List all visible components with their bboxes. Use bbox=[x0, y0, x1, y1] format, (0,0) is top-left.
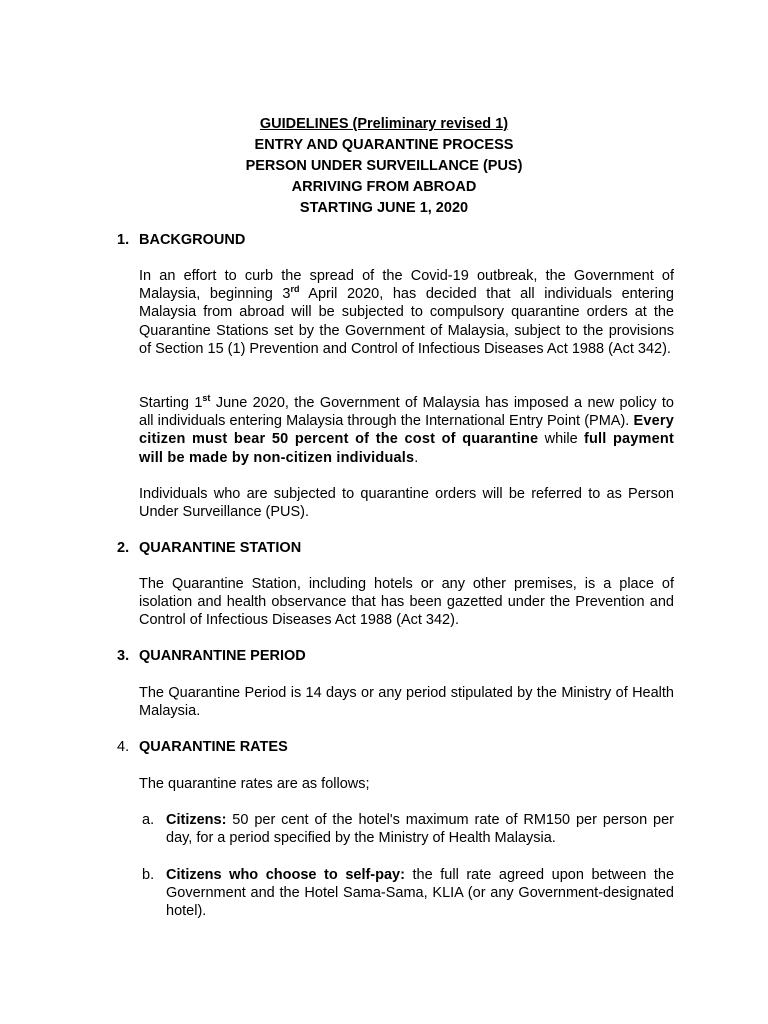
paragraph-background-2 bbox=[139, 394, 674, 467]
section-number: 1. bbox=[117, 232, 130, 248]
list-marker: b. bbox=[142, 867, 155, 883]
superscript: st bbox=[202, 393, 211, 404]
superscript: rd bbox=[290, 284, 300, 295]
bold-text: Every citizen must bear 50 percent of the cost of quarantine bbox=[139, 413, 674, 448]
section-heading-text: QUARANTINE STATION bbox=[139, 540, 302, 556]
section-number: 4. bbox=[117, 739, 130, 755]
document-title bbox=[0, 114, 768, 219]
section-number: 3. bbox=[117, 648, 130, 664]
text-run: April 2020, has decided that all individuals entering Malaysia from abroad will be subjected to compulsory quarantine orders at the Quarantine Stations set by the Government of Malaysia, subject to the provisions of Section 15 (1) Prevention and Control of Infectious Diseases Act 1988 (Act 342). bbox=[139, 286, 674, 357]
title-line-entry: ENTRY AND QUARANTINE PROCESS bbox=[254, 137, 514, 153]
list-item-body bbox=[166, 866, 674, 921]
bold-text: full payment will be made by non-citizen individuals bbox=[139, 431, 674, 466]
title-line-date: STARTING JUNE 1, 2020 bbox=[299, 200, 469, 216]
section-heading-text: BACKGROUND bbox=[139, 232, 246, 248]
section-heading-rates bbox=[117, 738, 288, 756]
text-run: Starting 1 bbox=[139, 395, 203, 411]
list-item-body bbox=[166, 811, 674, 847]
section-heading-text: QUANRANTINE PERIOD bbox=[139, 648, 306, 664]
section-heading-text: QUARANTINE RATES bbox=[139, 739, 288, 755]
section-heading-station bbox=[117, 539, 301, 557]
list-item-text: the full rate agreed upon between the Government and the Hotel Sama-Sama, KLIA (or any Government-designated hotel). bbox=[166, 867, 675, 920]
paragraph-period: The Quarantine Period is 14 days or any period stipulated by the Ministry of Health Malaysia. bbox=[139, 685, 674, 720]
text-run: June 2020, the Government of Malaysia has imposed a new policy to all individuals entering Malaysia through the International Entry Point (PMA). bbox=[139, 395, 674, 430]
section-heading-period bbox=[117, 647, 306, 665]
paragraph-rates-intro: The quarantine rates are as follows; bbox=[139, 776, 370, 792]
paragraph-background-1 bbox=[139, 267, 674, 358]
list-item-label: Citizens: bbox=[166, 812, 227, 828]
list-item-label: Citizens who choose to self-pay: bbox=[166, 867, 405, 883]
title-line-abroad: ARRIVING FROM ABROAD bbox=[291, 179, 477, 195]
paragraph-station: The Quarantine Station, including hotels or any other premises, is a place of isolation and health observance that has been gazetted under the Prevention and Control of Infectious Diseases Act 1988 (Act 342). bbox=[139, 576, 674, 629]
text-run: In an effort to curb the spread of the Covid-19 outbreak, the Government of Malaysia, beginning 3 bbox=[139, 268, 674, 303]
text-run: while bbox=[538, 431, 584, 448]
list-item-self-pay bbox=[142, 866, 674, 921]
list-marker: a. bbox=[142, 812, 155, 828]
title-line-guidelines: GUIDELINES (Preliminary revised 1) bbox=[259, 116, 509, 132]
section-number: 2. bbox=[117, 540, 130, 556]
text-run: . bbox=[414, 449, 419, 466]
title-line-pus: PERSON UNDER SURVEILLANCE (PUS) bbox=[245, 158, 523, 174]
paragraph-background-3: Individuals who are subjected to quarantine orders will be referred to as Person Under Surveillance (PUS). bbox=[139, 486, 674, 521]
list-item-text: 50 per cent of the hotel's maximum rate of RM150 per person per day, for a period specified by the Ministry of Health Malaysia. bbox=[166, 812, 674, 847]
section-heading-background bbox=[117, 231, 245, 249]
list-item-citizens bbox=[142, 811, 674, 847]
